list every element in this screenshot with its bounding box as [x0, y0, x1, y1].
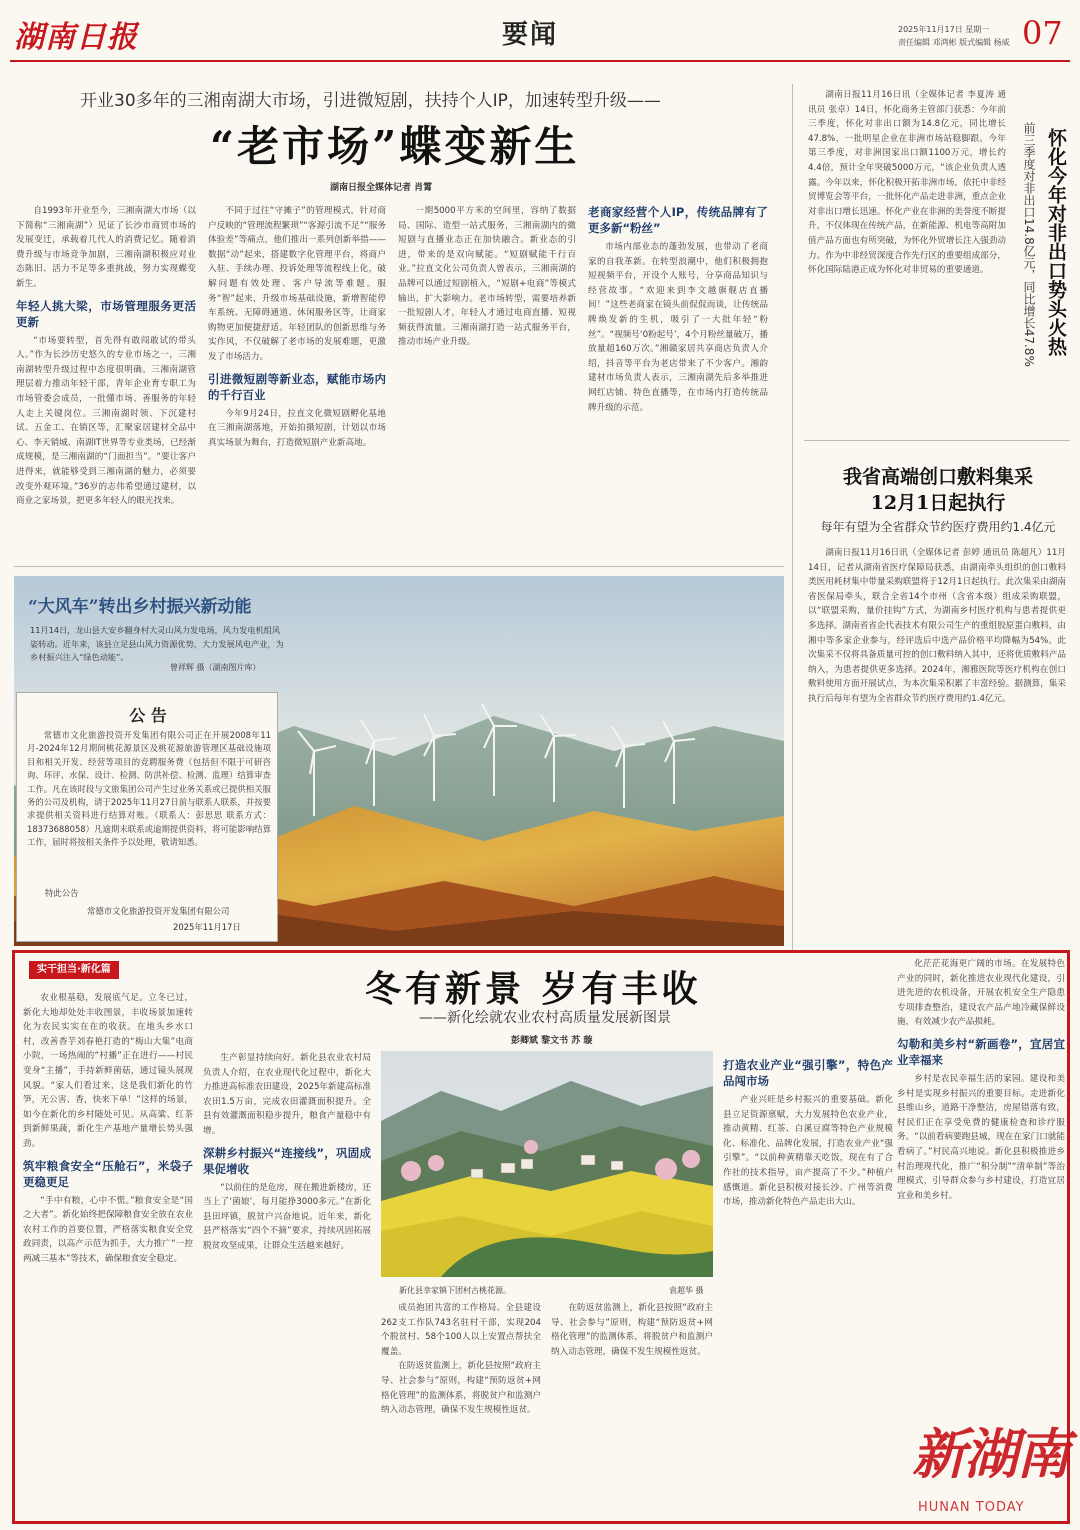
lead-col-4	[588, 200, 768, 554]
lead-col-2	[208, 204, 386, 554]
lead-col4-paragraph: 市场内部业态的蓬勃发展，也带动了老商家的自我革新。在转型浪潮中，他们积极拥抱短视频平台，开设个人账号，分享商品知识与经营故事。“欢迎来到李文越旗舰店直播间！”这些老商家在镜头前侃侃而谈，让传统品牌焕发新的生机，吸引了一大批年轻“粉丝”。“视频号‘0粉起号’，4个月粉丝量破万，播放量超160万次。”湘赣家居共享商店负责人介绍，抖音等平台为老店带来了不少客户。湘韵建材市场负责人表示，三湘南湖先后多举推进网红店铺、特色直播等，在市场内打造传统品牌升级的示范。	[588, 242, 768, 413]
feature-col1-paragraph: 农业根基稳，发展底气足。立冬已过，新化大地却处处丰收图景，丰收场景加速转化为农民实实在在的收获。在地头乡水口村，改善香芋刘春艳打造的“梅山大集”电商小院，一场热闹的“村播”正在进行——村民变身“主播”，手持新鲜菌菇，通过镜头展现风貌。“家人们看过来，这是我们新化的竹笋，无公害、香，快来下单！”这样的场景，如今在新化的乡村随处可见。从高粱、红茶到新鲜果蔬，新化生产基地产量增长势头强劲。	[23, 993, 193, 1149]
masthead-rule	[10, 60, 1070, 62]
feature-col3b-paragraph: 在防返贫监测上，新化县按照“政府主导、社会参与”原则，构建“预防返贫+网格化管理”的监测体系，将脱贫户和监测户纳入动态管理，确保不发生规模性返贫。	[551, 1303, 713, 1357]
notice-date: 2025年11月17日	[173, 922, 241, 932]
lead-col-3	[398, 204, 576, 554]
feature-col-2	[203, 1051, 371, 1519]
lead-story	[14, 76, 778, 560]
feature-col2-paragraph: 生产彰显持续向好。新化县农业农村局负责人介绍，在农业现代化过程中，新化大力推进高标准农田建设，2025年新建高标准农田1.5万亩，完成农田灌溉面积提升。全县有效灌溉面积稳步提升，粮食产量稳中有增。	[203, 1053, 371, 1136]
lead-col2-paragraph-2: 今年9月24日，拉直文化微短剧孵化基地在三湘南湖落地，开始拍摄短剧，计划以市场真实场景为舞台，打造微短剧产业新高地。	[208, 408, 386, 448]
feature-byline: 彭卿斌 黎文书 苏 璇	[511, 1036, 593, 1046]
right-mid-headline-2: 12月1日起执行	[870, 492, 1006, 514]
feature-col4-subhead: 打造农业产业“强引擎”，特色产品闯市场	[723, 1058, 893, 1088]
lead-kicker: 开业30多年的三湘南湖大市场，引进微短剧，扶持个人IP，加速转型升级——	[80, 91, 661, 111]
right-mid-subhead: 每年有望为全省群众节约医疗费用约1.4亿元	[820, 520, 1056, 534]
village-photo	[381, 1051, 713, 1277]
right-mid-headline-1: 我省高端创口敷料集采	[842, 466, 1033, 488]
masthead-logo: 湖南日报	[14, 20, 138, 55]
lead-col2-subhead: 引进微短剧等新业态，赋能市场内的千行百业	[208, 371, 386, 402]
feature-tag-label: 实干担当·新化篇	[37, 964, 111, 975]
feature-subheadline: ——新化绘就农业农村高质量发展新图景	[419, 1010, 671, 1026]
feature-col3-paragraph-2: 在防返贫监测上，新化县按照“政府主导、社会参与”原则，构建“预防返贫+网格化管理”的监测体系，将脱贫户和监测户纳入动态管理，确保不发生规模性返贫。	[381, 1361, 541, 1416]
feature-col-4	[723, 1051, 893, 1519]
lead-col1-paragraph: 自1993年开业至今，三湘南湖大市场（以下简称“三湘南湖”）见证了长沙市商贸市场的发展变迁，承载着几代人的消费记忆。随着消费升级与市场竞争加剧，三湘南湖积极应对业态陈旧、活力不足等多重挑战，努力实现蝶变新生。	[16, 206, 196, 289]
right-top-story	[804, 84, 1070, 434]
photo-caption: 11月14日，龙山县大安乡翻身村大灵山风力发电场，风力发电机组风姿转动。近年来，该县立足县山风力资源优势，大力发展风电产业，为乡村振兴注入“绿色动能”。	[30, 625, 284, 662]
column-rule-main	[792, 84, 793, 1044]
editors-line: 责任编辑 邓鸿彬 版式编辑 杨威	[898, 38, 1010, 47]
lead-col2-paragraph: 不同于过往“守摊子”的管理模式，针对商户反映的“管理流程繁琐”“客源引流不足”“服务体验差”等痛点，他们推出一系列创新举措——数据“动”起来，搭建数字化管理平台，将商户入驻、手续办理、投诉处理等流程线上化，破解问题有效处理、客户导流等难题。服务“智”起来，升级市场基础设施，新增智能停车系统、无障碍通道、休闲服务区等，让商家购物更加便捷舒适。年轻团队的创新思维与务实作风，不仅破解了老市场的发展难题，更激发了市场活力。	[208, 206, 386, 362]
photo-credit: 曾祥辉 摄（湖南图片库）	[170, 663, 261, 672]
section-title: 要闻	[502, 20, 559, 50]
lead-col1-paragraph-2: “市场要转型，首先得有敢闯敢试的带头人。”作为长沙历史悠久的专业市场之一，三湘南湖转型升级过程中态度很明确。三湘南湖管理层着力推动年轻干部，青年企业育专职工为市场管委会成员，一批懂市场、善服务的年轻人走上关键岗位。三湘南湖时领、下沉建村试、五金工、在销区等，汇聚家居建材全品中心、李天销城、南湖IT世界等专业类场，已经渐成规模，是三湘南湖的“门面担当”。“要让客户进得来，就能够受到三湘南湖的魅力，必须要改变外观环境。”36岁的志伟希望通过建材，以商业之家场景，把更多年轻人的眼光找来。	[16, 335, 196, 507]
right-top-body: 湖南日报11月16日讯（全媒体记者 李夏涛 通讯员 张卓）14日，怀化商务主管部门获悉：今年前三季度，怀化对非出口额为14.8亿元，同比增长47.8%，一批明星企业在非洲市场站稳脚跟。今年第三季度，对非洲国家出口额1100万元，增长约4.4倍，预计全年突破5000万元，“该企业负责人透露。今年以来，怀化积极开拓非洲市场，依托中非经贸博览会等平台，一批怀化产品走进非洲，重点企业对非出口增长迅速。怀化产业在非洲的美誉度不断提升，不仅体现在传统产品，在新能源、机电等高附加值产品方面也有所突破，为怀化外贸增长注入强劲动力。作为中非经贸深度合作先行区的重要组成部分，怀化国际陆港正成为怀化对非贸易的重要通道。	[808, 90, 1006, 276]
feature-col2-subhead: 深耕乡村振兴“连接线”，巩固成果促增收	[203, 1145, 371, 1176]
lead-col-1	[16, 204, 196, 554]
notice-body: 常德市文化旅游投资开发集团有限公司正在开展2008年11月-2024年12月期间桃花源景区及桃花源旅游管理区基础设施项目和相关开发、经营等项目的竞聘服务费（包括但不限于可研咨询、环评、水保、设计、检测、防洪补偿、检测、监理）结算审查工作。凡在该时段与文旅集团公司产生过业务关系或已提供相关服务的公司及机构，请于2025年11月27日前与联系人联系，并按要求提供相关资料进行结算对账。（联系人：彭思思 联系方式：18373688058）凡逾期未联系或逾期提供资料，将可能影响结算工作，届时将按相关条件予以处理，敬请知悉。	[27, 730, 271, 848]
masthead	[0, 0, 1080, 66]
feature-col5-subhead: 勾勒和美乡村“新画卷”，宜居宜业幸福来	[897, 1036, 1065, 1067]
feature-col-3b	[551, 1301, 713, 1519]
feature-col4-paragraph: 产业兴旺是乡村振兴的重要基础。新化县立足资源禀赋，大力发展特色农业产业，推动黄精、红茶、白溪豆腐等特色产业规模化、标准化、品牌化发展，打造农业产业“强引擎”。“以前种黄精靠天吃饭，现在有了合作社的技术指导，亩产提高了不少。”种植户感慨道。新化县积极对接长沙、广州等消费市场，推动新化特色产品走出大山。	[723, 1095, 893, 1208]
lead-byline: 湖南日报全媒体记者 肖霄	[330, 183, 433, 193]
right-mid-body: 湖南日报11月16日讯（全媒体记者 彭婷 通讯员 陈超凡）11月14日，记者从湖南省医疗保障局获悉，由湖南牵头组织的创口敷料类医用耗材集中带量采购联盟将于12月1日起执行。此次集采由湖南省医保局牵头，联合全省14个市州（含省本级）组成采购联盟，以“联盟采购，量价挂钩”方式，为湖南乡村医疗机构与患者提供更多选择。湖南省省企代表技术有限公司生产的重组胶原蛋白敷料，由湘中等多家企业参与，经评选后中选产品价格平均降幅为54%。此次集采不仅将具备质量可控的创口敷料纳入其中，还将优质敷料产品纳入，为患者提供更多选择。2024年，湘雅医院等医疗机构在创口敷料使用方面开展试点，为本次集采积累了丰富经验。据测算，集采执行后每年有望为全省群众节约医疗费用约1.4亿元。	[808, 548, 1066, 704]
notice-footer-note: 特此公告	[45, 888, 79, 898]
feature-col-3	[381, 1301, 541, 1519]
lead-col3-paragraph: 一期5000平方米的空间里，容纳了数据局、国际、造型一站式服务，三湘南湖内的微短剧与直播业态正在加快融合。新业态的引进，带来的是双向赋能。“短剧赋能千行百业。”拉直文化公司负责人曾表示，三湘南湖的品牌可以通过短剧植入，“短剧+电商”等模式输出，扩大影响力。老市场转型，需要培养新一批短剧人才，年轻人才通过电商直播、短视频获得流量。三湘南湖打造一站式服务平台，推动市场产业升级。	[398, 206, 576, 348]
date-line: 2025年11月17日 星期一	[898, 25, 990, 34]
feature-col2-paragraph-2: “以前住的是危房，现在搬进新楼房，还当上了‘菌娘’，每月能挣3000多元。”在新化县田坪镇，脱贫户兴奋地说。近年来，新化县严格落实“四个不摘”要求，持续巩固拓展脱贫攻坚成果，让群众生活越来越好。	[203, 1182, 371, 1251]
notice-box	[16, 692, 278, 942]
right-top-vertical-headline: 怀化今年对非出口势头火热	[1045, 128, 1067, 356]
watermark-logo: 新湖南	[912, 1422, 1068, 1486]
village-photo-credit: 袁超华 摄	[669, 1286, 704, 1295]
feature-headline: 冬有新景 岁有丰收	[365, 968, 702, 1010]
village-photo-caption: 新化县幸家镇下团村古桃花源。	[399, 1286, 511, 1295]
lead-bottom-rule	[14, 566, 784, 567]
watermark-sub: HUNAN TODAY	[918, 1500, 1025, 1515]
lead-col1-subhead: 年轻人挑大梁，市场管理服务更活更新	[16, 298, 196, 329]
feature-col5-paragraph: 化茫茫花海更广阔的市场。在发展特色产业的同时，新化推进农业现代化建设，引进先进的农机设备，开展农机安全生产隐患专项排查整治，建设农产品产地冷藏保鲜设施，有效减少农产品损耗。	[897, 959, 1065, 1028]
lead-headline: “老市场”蝶变新生	[210, 122, 580, 171]
right-top-vertical-subhead: 前三季度对非出口14.8亿元，同比增长47.8%	[1022, 122, 1036, 367]
feature-tag	[29, 961, 119, 979]
notice-issuer: 常德市文化旅游投资开发集团有限公司	[87, 906, 230, 916]
feature-col3-paragraph: 成员抱团共富的工作格局。全县建设262支工作队743名驻村干部，实现204个脱贫村、58个100人以上安置点帮扶全覆盖。	[381, 1303, 541, 1357]
feature-col5-paragraph-2: 乡村是农民幸福生活的家园。建设和美乡村是实现乡村振兴的重要目标。走进新化县维山乡，道路干净整洁，房屋错落有致，村民们正在享受免费的健康检查和诊疗服务。“以前看病要跑县城，现在在家门口就能看病了。”村民高兴地说。新化县积极推进乡村治理现代化，推广“积分制”“清单制”等治理模式，引导群众参与乡村建设，打造宜居宜业和美乡村。	[897, 1073, 1065, 1201]
page-number: 07	[1022, 14, 1063, 52]
feature-col-1	[23, 991, 193, 1519]
feature-col1-paragraph-2: “手中有粮，心中不慌。”粮食安全是“国之大者”。新化始终把保障粮食安全放在农业农村工作的首要位置，严格落实粮食安全党政同责，以高产示范为抓手，大力推广“一控两减三基本”等技术，确保粮食安全稳定。	[23, 1195, 193, 1264]
photo-headline: “大风车”转出乡村振兴新动能	[28, 597, 252, 617]
feature-col1-subhead: 筑牢粮食安全“压舱石”，米袋子更稳更足	[23, 1158, 193, 1189]
notice-title: 公 告	[129, 706, 167, 725]
right-divider	[804, 440, 1070, 441]
lead-col4-subhead: 老商家经营个人IP，传统品牌有了更多新“粉丝”	[588, 205, 768, 235]
